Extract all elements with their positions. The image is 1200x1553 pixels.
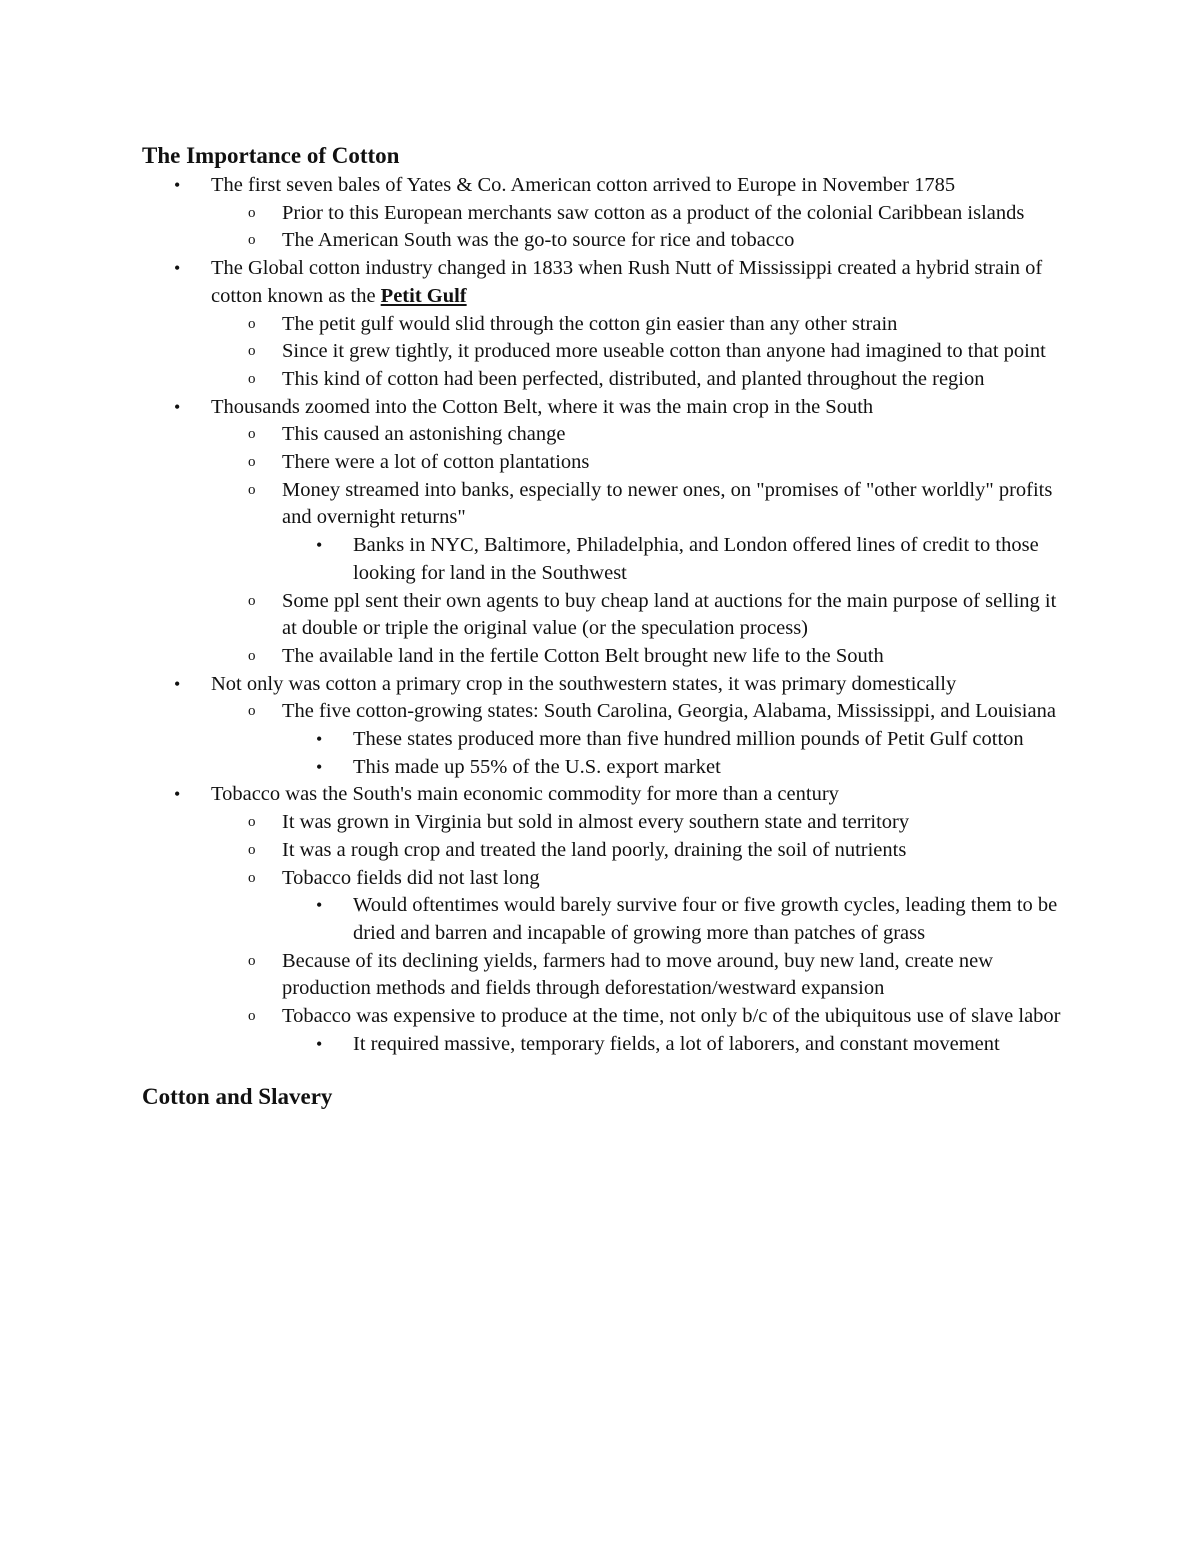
list-item: o The American South was the go-to source for rice and tobacco [142,227,1072,255]
list-item: • Thousands zoomed into the Cotton Belt, where it was the main crop in the South [142,394,1072,422]
list-item: • The first seven bales of Yates & Co. American cotton arrived to Europe in November 1785 [142,172,1072,200]
hollow-bullet-icon: o [248,647,256,664]
bullet-icon: • [316,1033,323,1054]
hollow-bullet-icon: o [248,1008,256,1025]
list-item: o The petit gulf would slid through the cotton gin easier than any other strain [142,311,1072,339]
bullet-icon: • [174,396,181,417]
hollow-bullet-icon: o [248,841,256,858]
hollow-bullet-icon: o [248,343,256,360]
hollow-bullet-icon: o [248,952,256,969]
list-item: • Not only was cotton a primary crop in the southwestern states, it was primary domestically [142,671,1072,699]
bullet-icon: • [174,673,181,694]
list-item: o Because of its declining yields, farmers had to move around, buy new land, create new production methods and fields through deforestation/westward expansion [248,949,994,1000]
bullet-list [142,172,1072,1059]
hollow-bullet-icon: o [248,814,256,831]
bullet-icon: • [316,895,323,916]
bullet-icon: • [316,535,323,556]
list-item: o It was grown in Virginia but sold in almost every southern state and territory [142,809,1072,837]
document-page [142,140,1072,1113]
list-item: • Would oftentimes would barely survive four or five growth cycles, leading them to be dried and barren and incapable of growing more than patches of grass [316,894,1058,944]
list-item: o Money streamed into banks, especially to newer ones, on "promises of "other worldly" profits and overnight returns" [248,478,1053,529]
list-item: • This made up 55% of the U.S. export market [142,754,1072,782]
section-heading-cotton-and-slavery: Cotton and Slavery [142,1083,333,1109]
hollow-bullet-icon: o [248,315,256,332]
list-item: o There were a lot of cotton plantations [142,449,1072,477]
bullet-icon: • [316,756,323,777]
list-item: • These states produced more than five hundred million pounds of Petit Gulf cotton [142,726,1072,754]
petit-gulf-term: Petit Gulf [380,284,467,307]
hollow-bullet-icon: o [248,869,256,886]
hollow-bullet-icon: o [248,592,256,609]
list-item: • The Global cotton industry changed in 1833 when Rush Nutt of Mississippi created a hybrid strain of cotton known as the Petit Gulf [174,257,1043,307]
hollow-bullet-icon: o [248,426,256,443]
list-item: o This caused an astonishing change [142,421,1072,449]
bullet-icon: • [174,258,181,279]
hollow-bullet-icon: o [248,204,256,221]
list-item: o Prior to this European merchants saw cotton as a product of the colonial Caribbean islands [142,200,1072,228]
list-item: o This kind of cotton had been perfected, distributed, and planted throughout the region [142,366,1072,394]
hollow-bullet-icon: o [248,370,256,387]
list-item: • Tobacco was the South's main economic commodity for more than a century [142,781,1072,809]
hollow-bullet-icon: o [248,232,256,249]
list-item: • Banks in NYC, Baltimore, Philadelphia, and London offered lines of credit to those looking for land in the Southwest [316,534,1039,584]
list-item: o Tobacco fields did not last long [142,865,1072,893]
hollow-bullet-icon: o [248,703,256,720]
list-item: o Some ppl sent their own agents to buy cheap land at auctions for the main purpose of selling it at double or triple the original value (or the speculation process) [248,589,1057,640]
list-item: o Tobacco was expensive to produce at the time, not only b/c of the ubiquitous use of slave labor [142,1003,1072,1031]
bullet-icon: • [174,784,181,805]
list-item: o The available land in the fertile Cotton Belt brought new life to the South [142,643,1072,671]
list-item: o It was a rough crop and treated the land poorly, draining the soil of nutrients [142,837,1072,865]
hollow-bullet-icon: o [248,454,256,471]
section-heading-importance-of-cotton: The Importance of Cotton [142,143,400,168]
list-item: o The five cotton-growing states: South Carolina, Georgia, Alabama, Mississippi, and Louisiana [142,698,1072,726]
list-item: • It required massive, temporary fields, a lot of laborers, and constant movement [142,1031,1072,1059]
hollow-bullet-icon: o [248,481,256,498]
bullet-icon: • [316,729,323,750]
list-item: o Since it grew tightly, it produced more useable cotton than anyone had imagined to that point [142,338,1072,366]
bullet-icon: • [174,175,181,195]
